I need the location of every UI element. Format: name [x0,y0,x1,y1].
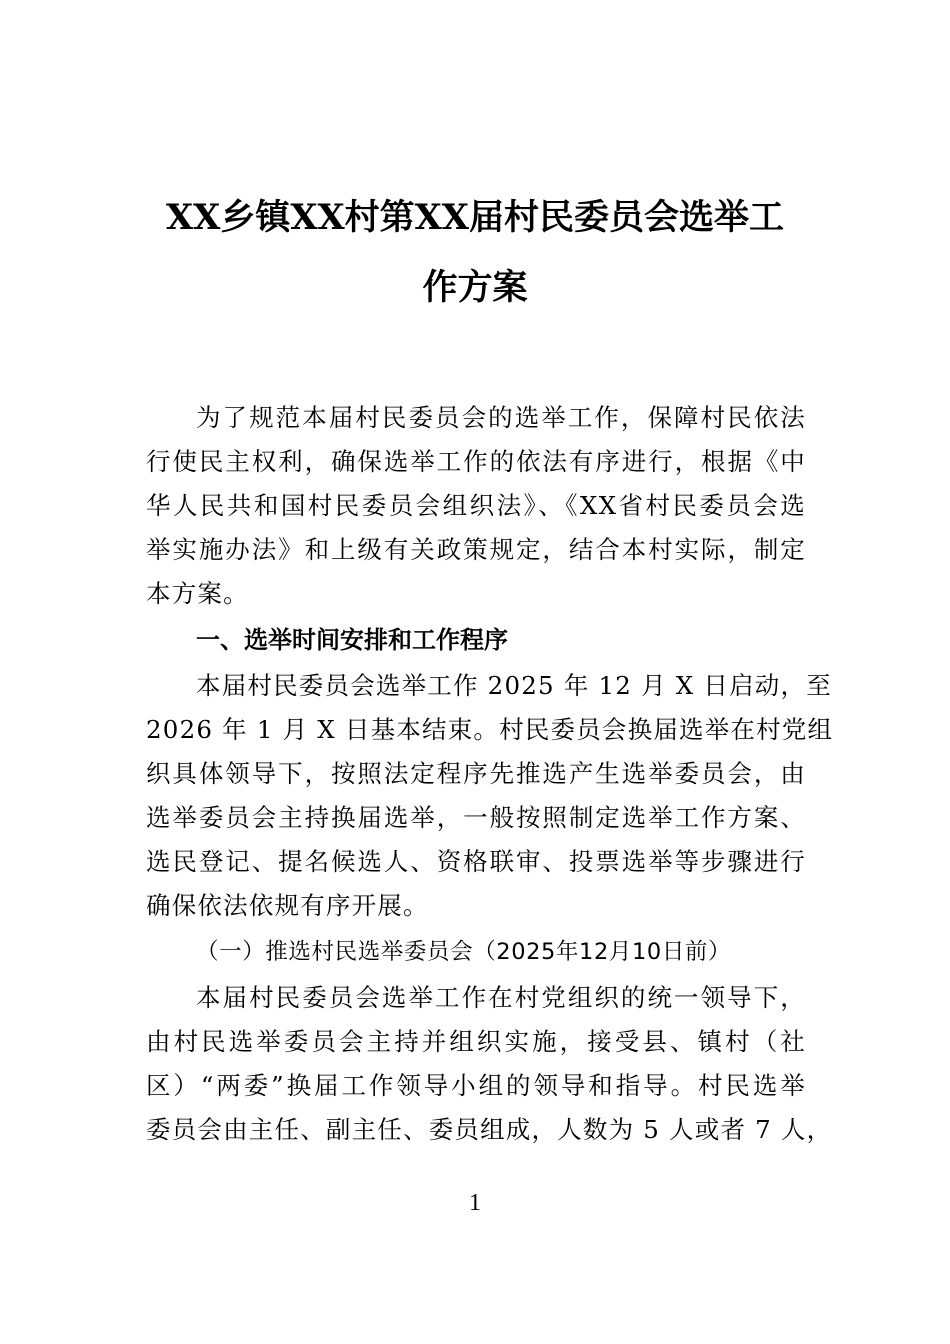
paragraph-line: 确保依法依规有序开展。 [146,891,429,920]
paragraph-line: 本届村民委员会选举工作在村党组织的统一领导下， [196,983,806,1012]
paragraph-line: 举实施办法》和上级有关政策规定，结合本村实际，制定 [146,535,806,564]
section-1-paragraph [146,664,834,928]
paragraph-line: 为了规范本届村民委员会的选举工作，保障村民依法 [196,403,806,432]
page-number: 1 [469,1190,481,1216]
document-title-line-1: XX乡镇XX村第XX届村民委员会选举工 [166,197,784,238]
subsection-heading-1: （一）推选村民选举委员会（2025年12月10日前） [196,939,732,965]
paragraph-line: 选民登记、提名候选人、资格联审、投票选举等步骤进行 [146,847,806,876]
paragraph-line: 华人民共和国村民委员会组织法》、《XX省村民委员会选 [146,491,806,520]
paragraph-line: 委员会由主任、副主任、委员组成，人数为 5 人或者 7 人， [146,1115,833,1144]
paragraph-line: 区）“两委”换届工作领导小组的领导和指导。村民选举 [146,1071,806,1100]
paragraph-line: 本届村民委员会选举工作 2025 年 12 月 X 日启动，至 [196,671,832,700]
paragraph-line: 选举委员会主持换届选举，一般按照制定选举工作方案、 [146,803,806,832]
subsection-1-paragraph [146,976,833,1152]
paragraph-line: 本方案。 [146,579,249,608]
intro-paragraph [146,396,806,616]
paragraph-line: 由村民选举委员会主持并组织实施，接受县、镇村（社 [146,1027,806,1056]
paragraph-line: 织具体领导下，按照法定程序先推选产生选举委员会，由 [146,759,806,788]
paragraph-line: 行使民主权利，确保选举工作的依法有序进行，根据《中 [146,447,806,476]
section-heading-1: 一、选举时间安排和工作程序 [196,626,508,654]
paragraph-line: 2026 年 1 月 X 日基本结束。村民委员会换届选举在村党组 [146,715,834,744]
document-title-line-2: 作方案 [422,267,528,308]
